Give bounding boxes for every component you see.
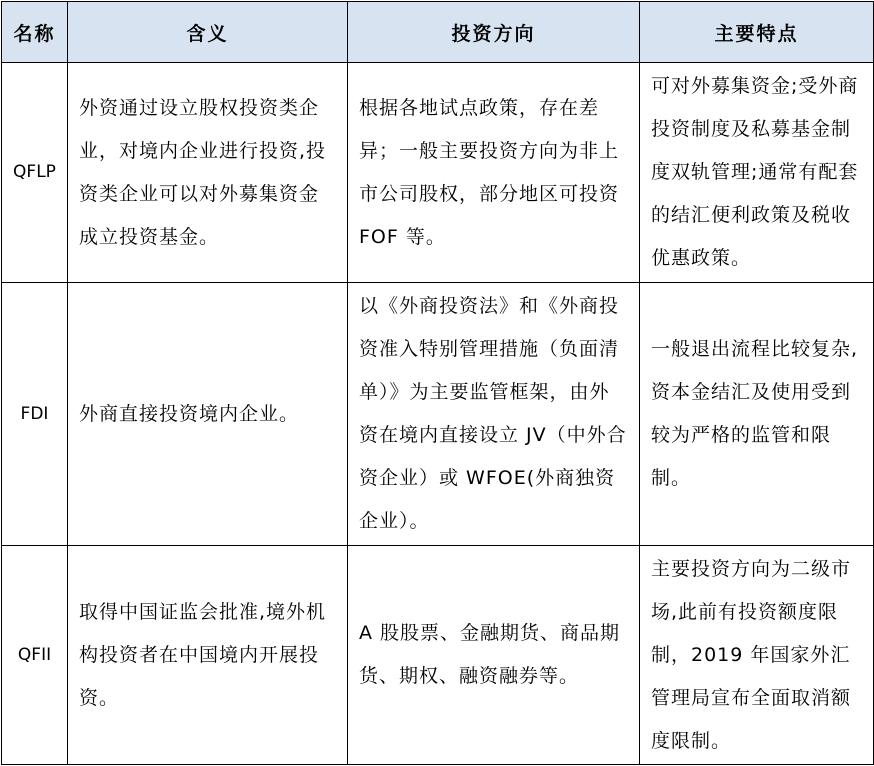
row-direction-cell: 根据各地试点政策，存在差异；一般主要投资方向为非上市公司股权，部分地区可投资 FOF 等。 xyxy=(348,63,640,283)
row-features-cell: 一般退出流程比较复杂,资本金结汇及使用受到较为严格的监管和限制。 xyxy=(640,283,874,546)
row-features-cell: 主要投资方向为二级市场,此前有投资额度限制，2019 年国家外汇管理局宣布全面取消额度限制。 xyxy=(640,546,874,765)
row-name-cell: QFII xyxy=(2,546,68,765)
row-name-cell: QFLP xyxy=(2,63,68,283)
header-features: 主要特点 xyxy=(640,2,874,63)
row-features-cell: 可对外募集资金;受外商投资制度及私募基金制度双轨管理;通常有配套的结汇便利政策及税收优惠政策。 xyxy=(640,63,874,283)
row-meaning-cell: 取得中国证监会批准,境外机构投资者在中国境内开展投资。 xyxy=(68,546,348,765)
table-row-qfii xyxy=(2,546,874,765)
header-row xyxy=(2,2,874,63)
row-name-cell: FDI xyxy=(2,283,68,546)
investment-comparison-table xyxy=(1,1,874,765)
table-row-fdi xyxy=(2,283,874,546)
header-name: 名称 xyxy=(2,2,68,63)
table-row-qflp xyxy=(2,63,874,283)
row-meaning-cell: 外商直接投资境内企业。 xyxy=(68,283,348,546)
row-direction-cell: A 股股票、金融期货、商品期货、期权、融资融券等。 xyxy=(348,546,640,765)
row-direction-cell: 以《外商投资法》和《外商投资准入特别管理措施（负面清单）》为主要监管框架，由外资在境内直接设立 JV（中外合资企业）或 WFOE(外商独资企业）。 xyxy=(348,283,640,546)
row-meaning-cell: 外资通过设立股权投资类企业，对境内企业进行投资,投资类企业可以对外募集资金成立投资基金。 xyxy=(68,63,348,283)
header-meaning: 含义 xyxy=(68,2,348,63)
header-direction: 投资方向 xyxy=(348,2,640,63)
